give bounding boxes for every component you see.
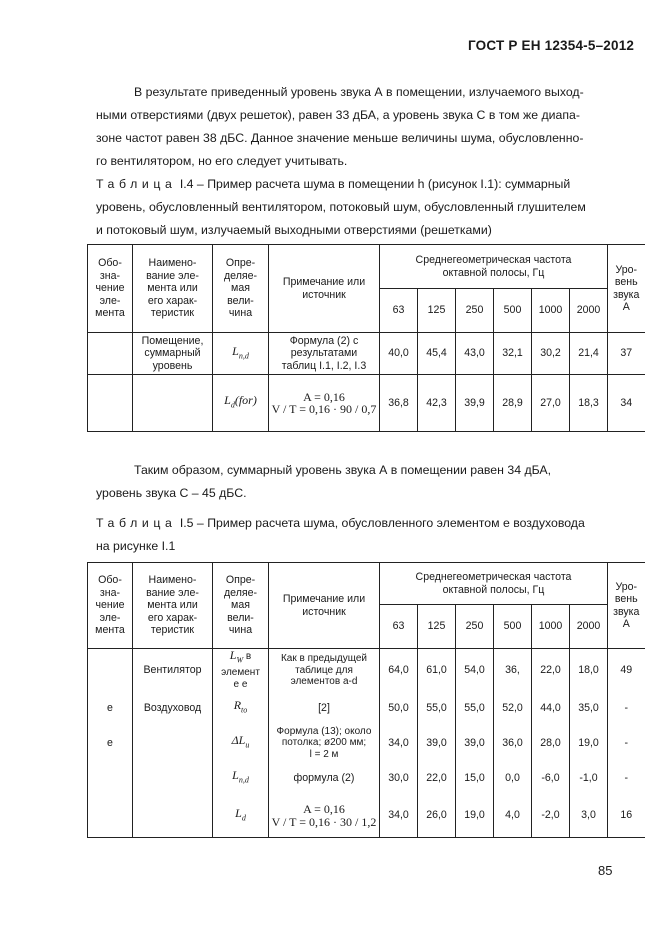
cell-value: 21,4 bbox=[570, 333, 608, 375]
table-i5 bbox=[87, 562, 645, 838]
cell-value: 34,0 bbox=[380, 794, 418, 838]
cell-name: Помещение, суммарный уровень bbox=[133, 333, 213, 375]
caption-line: I.4 – Пример расчета шума в помещении h (рисунок I.1): суммарный bbox=[179, 177, 571, 191]
header-designation: Обо- зна- чение эле- мента bbox=[88, 563, 133, 649]
header-freq: 125 bbox=[418, 289, 456, 333]
cell-level: 34 bbox=[608, 375, 645, 432]
cell-value: 18,0 bbox=[570, 649, 608, 692]
cell-level: - bbox=[608, 762, 645, 794]
cell-level: 16 bbox=[608, 794, 645, 838]
table-i4 bbox=[87, 244, 645, 432]
cell-name bbox=[133, 724, 213, 762]
caption-line: I.5 – Пример расчета шума, обусловленного элементом е воздуховода bbox=[179, 516, 585, 530]
header-level: Уро- вень звука A bbox=[608, 563, 645, 649]
cell-name bbox=[133, 762, 213, 794]
table-row bbox=[88, 724, 645, 762]
cell-quantity: $\Delta L_u$ bbox=[213, 724, 269, 762]
intro-line: го вентилятором, но его следует учитывать. bbox=[96, 154, 348, 168]
caption-label: Таблица bbox=[96, 516, 177, 530]
cell-value: 39,0 bbox=[418, 724, 456, 762]
cell-value: 28,9 bbox=[494, 375, 532, 432]
cell-value: 32,1 bbox=[494, 333, 532, 375]
header-note: Примечание или источник bbox=[269, 563, 380, 649]
cell-value: 55,0 bbox=[456, 692, 494, 724]
table-row bbox=[88, 794, 645, 838]
caption-label: Таблица bbox=[96, 177, 177, 191]
cell-value: 19,0 bbox=[570, 724, 608, 762]
header-freq: 250 bbox=[456, 605, 494, 649]
cell-value: 42,3 bbox=[418, 375, 456, 432]
document-header: ГОСТ Р ЕН 12354-5–2012 bbox=[468, 38, 635, 53]
cell-value: 43,0 bbox=[456, 333, 494, 375]
cell-quantity: $R_{to}$ bbox=[213, 692, 269, 724]
caption-line: уровень, обусловленный вентилятором, потоковый шум, обусловленный глушителем bbox=[96, 200, 586, 214]
cell-value: 55,0 bbox=[418, 692, 456, 724]
cell-value: 36,0 bbox=[494, 724, 532, 762]
header-freq: 63 bbox=[380, 605, 418, 649]
cell-value: 36, bbox=[494, 649, 532, 692]
cell-value: 50,0 bbox=[380, 692, 418, 724]
header-frequency: Среднегеометрическая частота октавной полосы, Гц bbox=[380, 245, 608, 289]
table4-caption bbox=[96, 173, 631, 242]
intro-paragraph bbox=[96, 81, 629, 173]
header-freq: 500 bbox=[494, 605, 532, 649]
cell-value: 0,0 bbox=[494, 762, 532, 794]
cell-level: - bbox=[608, 692, 645, 724]
cell-value: 39,9 bbox=[456, 375, 494, 432]
header-freq: 500 bbox=[494, 289, 532, 333]
cell-value: 45,4 bbox=[418, 333, 456, 375]
header-frequency: Среднегеометрическая частота октавной полосы, Гц bbox=[380, 563, 608, 605]
header-freq: 1000 bbox=[532, 289, 570, 333]
header-quantity: Опре- деляе- мая вели- чина bbox=[213, 563, 269, 649]
cell-value: 39,0 bbox=[456, 724, 494, 762]
cell-value: 34,0 bbox=[380, 724, 418, 762]
cell-value: 30,2 bbox=[532, 333, 570, 375]
cell-level: 49 bbox=[608, 649, 645, 692]
cell-value: 19,0 bbox=[456, 794, 494, 838]
cell-quantity: $L_d(for)$ bbox=[213, 375, 269, 432]
cell-value: -2,0 bbox=[532, 794, 570, 838]
header-freq: 63 bbox=[380, 289, 418, 333]
cell-value: 3,0 bbox=[570, 794, 608, 838]
cell-quantity: $L_W$ в элемент е е bbox=[213, 649, 269, 692]
cell-name bbox=[133, 794, 213, 838]
header-freq: 250 bbox=[456, 289, 494, 333]
cell-value: 36,8 bbox=[380, 375, 418, 432]
cell-value: 30,0 bbox=[380, 762, 418, 794]
cell-designation: e bbox=[88, 724, 133, 762]
header-freq: 1000 bbox=[532, 605, 570, 649]
cell-note: A = 0,16 V / T = 0,16 · 90 / 0,7 bbox=[269, 375, 380, 432]
cell-name: Вентилятор bbox=[133, 649, 213, 692]
middle-line: Таким образом, суммарный уровень звука А в помещении равен 34 дБА, bbox=[134, 463, 552, 477]
cell-name: Воздуховод bbox=[133, 692, 213, 724]
caption-line: и потоковый шум, излучаемый выходными отверстиями (решетками) bbox=[96, 223, 492, 237]
cell-designation bbox=[88, 333, 133, 375]
cell-value: 15,0 bbox=[456, 762, 494, 794]
cell-value: -1,0 bbox=[570, 762, 608, 794]
header-quantity: Опре- деляе- мая вели- чина bbox=[213, 245, 269, 333]
cell-name bbox=[133, 375, 213, 432]
middle-paragraph bbox=[96, 459, 629, 505]
header-freq: 125 bbox=[418, 605, 456, 649]
cell-designation bbox=[88, 649, 133, 692]
cell-value: -6,0 bbox=[532, 762, 570, 794]
cell-quantity: $L_{n,d}$ bbox=[213, 762, 269, 794]
table-row bbox=[88, 333, 645, 375]
cell-value: 4,0 bbox=[494, 794, 532, 838]
cell-designation: e bbox=[88, 692, 133, 724]
table-row bbox=[88, 375, 645, 432]
header-level: Уро- вень звука A bbox=[608, 245, 645, 333]
cell-value: 27,0 bbox=[532, 375, 570, 432]
cell-value: 44,0 bbox=[532, 692, 570, 724]
cell-value: 26,0 bbox=[418, 794, 456, 838]
header-name: Наимено- вание эле- мента или его харак- теристик bbox=[133, 563, 213, 649]
header-designation: Обо- зна- чение эле- мента bbox=[88, 245, 133, 333]
cell-value: 54,0 bbox=[456, 649, 494, 692]
cell-value: 22,0 bbox=[418, 762, 456, 794]
cell-value: 28,0 bbox=[532, 724, 570, 762]
intro-line: ными отверстиями (двух решеток), равен 33 дБА, а уровень звука С в том же диапа- bbox=[96, 108, 580, 122]
cell-value: 35,0 bbox=[570, 692, 608, 724]
cell-designation bbox=[88, 762, 133, 794]
header-note: Примечание или источник bbox=[269, 245, 380, 333]
cell-quantity: $L_{n,d}$ bbox=[213, 333, 269, 375]
cell-designation bbox=[88, 375, 133, 432]
cell-level: 37 bbox=[608, 333, 645, 375]
cell-quantity: $L_d$ bbox=[213, 794, 269, 838]
page-number: 85 bbox=[598, 863, 613, 878]
cell-note: A = 0,16 V / T = 0,16 · 30 / 1,2 bbox=[269, 794, 380, 838]
cell-value: 18,3 bbox=[570, 375, 608, 432]
header-freq: 2000 bbox=[570, 605, 608, 649]
cell-designation bbox=[88, 794, 133, 838]
cell-note: Формула (2) с результатами таблиц I.1, I.2, I.3 bbox=[269, 333, 380, 375]
intro-line: зоне частот равен 38 дБС. Данное значение меньше величины шума, обусловленно- bbox=[96, 131, 584, 145]
cell-note: Формула (13); около потолка; ø200 мм; l = 2 м bbox=[269, 724, 380, 762]
table-row bbox=[88, 692, 645, 724]
cell-value: 52,0 bbox=[494, 692, 532, 724]
cell-value: 64,0 bbox=[380, 649, 418, 692]
cell-value: 61,0 bbox=[418, 649, 456, 692]
table5-caption bbox=[96, 512, 631, 558]
cell-note: [2] bbox=[269, 692, 380, 724]
intro-line: В результате приведенный уровень звука А в помещении, излучаемого выход- bbox=[134, 85, 584, 99]
cell-note: Как в предыдущей таблице для элементов a-d bbox=[269, 649, 380, 692]
table-row bbox=[88, 762, 645, 794]
cell-value: 40,0 bbox=[380, 333, 418, 375]
cell-value: 22,0 bbox=[532, 649, 570, 692]
cell-note: формула (2) bbox=[269, 762, 380, 794]
header-name: Наимено- вание эле- мента или его харак- теристик bbox=[133, 245, 213, 333]
caption-line: на рисунке I.1 bbox=[96, 539, 176, 553]
header-freq: 2000 bbox=[570, 289, 608, 333]
cell-level: - bbox=[608, 724, 645, 762]
table-row bbox=[88, 649, 645, 692]
middle-line: уровень звука С – 45 дБС. bbox=[96, 486, 247, 500]
